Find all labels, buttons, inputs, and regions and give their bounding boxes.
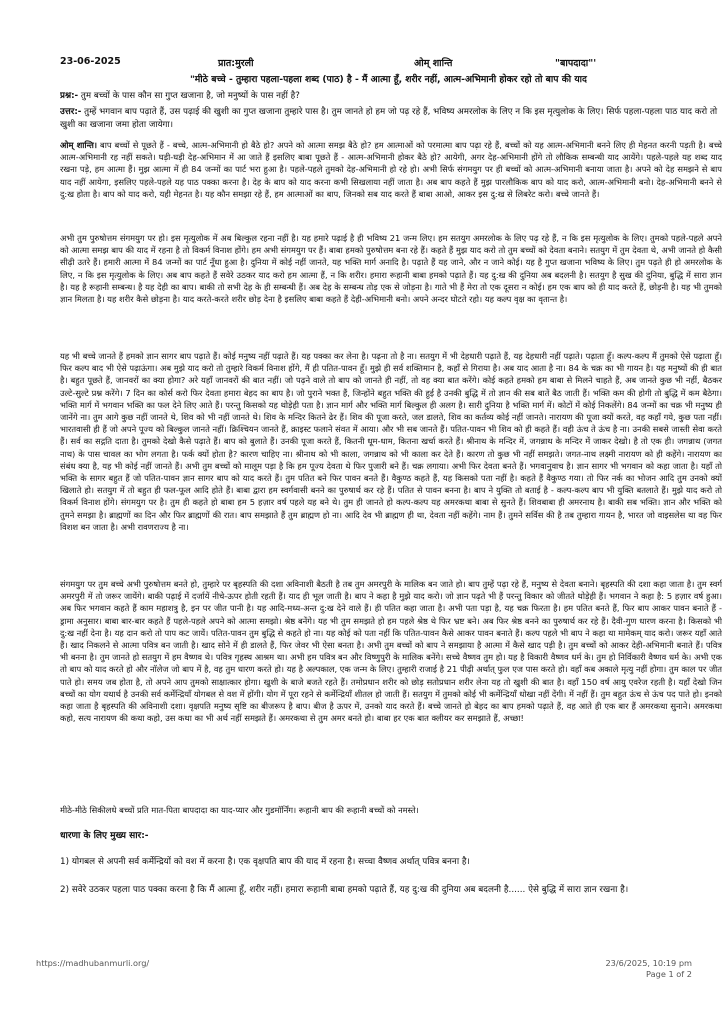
paragraph-text: यह भी बच्चे जानते हैं हमको ज्ञान सागर बाप पढ़ाते हैं। कोई मनुष्य नहीं पढ़ाते हैं। यह पक्का कर लेना है। पढ़ना तो है ना। सतयुग में भी देहधारी पढ़ाते हैं, यह देहधारी नहीं पढ़ाते। पढ़ाता हूँ। कल्प-कल्प मैं तुमको ऐसे पढ़ाता हूँ। फिर कल्प बाद भी ऐसे पढ़ाऊंगा। अब मुझे याद करो तो तुम्हारे विकर्म विनाश होंगे, मैं ही पतित-पावन हूँ। मुझे ही सर्व शक्तिमान है, कहाँ से गिराया है। अब याद आता है ना। 84 के चक्र का भी गायन है। यह मनुष्यों की ही बात है। बहुत पूछते हैं, जानवरों का क्या होगा? अरे यहाँ जानवरों की बात नहीं। जो पढ़ने वाले तो बाप को जानते ही नहीं, तो वह क्या बात करेंगे। कोई कहते हमको हम बाबा से मिलने चाहते हैं, अब जानते कुछ भी नहीं, बैठकर उल्टे-सुल्टे प्रश्न करेंगे। 7 दिन का कोर्स करो फिर देवता हमारा बेहद का बाप है। जो पुराने भक्त हैं, जिन्होंने बहुत भक्ति की हुई है उनकी बुद्धि में तो ज्ञान की सब बातें बैठ जाती हैं। भक्ति कम की होगी तो बुद्धि में कम बैठेगा। भक्ति मार्ग में भगवान भक्ति का फल देने लिए आते हैं। परन्तु किसको यह थोड़ेही पता है। ज्ञान मार्ग और भक्ति मार्ग बिल्कुल ही अलग है। सारी दुनिया है भक्ति मार्ग में। कोटों में कोई निकलेंगे। 84 जन्मों का चक्र भी मनुष्य ही जानेंगे ना। तुम आगे कुछ नहीं जानते थे, शिव को भी नहीं जानते थे। शिव के मन्दिर कितने ढेर हैं। शिव की पूजा करते, जल डालते, शिव का कर्तव्य कोई नहीं जानते। नारायण की पूजा क्यों करते, वह कहाँ गये, कुछ पता नहीं। भारतवासी ही हैं जो अपने पूज्य को बिल्कुल जानते नहीं। क्रिश्चियन जानते हैं, क्राइस्ट फलाने संवत में आया। और भी सब जानते हैं। पतित-पावन भी शिव को ही कहते हैं। वही ऊंच ते ऊंच है ना। उनकी सबसे जास्ती सेवा करते हैं। सर्व का सद्गति दाता है। तुमको देखो कैसे पढ़ाते हैं। बाप को बुलाते हैं। उनकी पूजा करते हैं, कितनी धूम-धाम, कितना खर्चा करते हैं। श्रीनाथ के मन्दिर में, जगन्नाथ के मन्दिर में जाकर देखो। है तो एक ही। जगन्नाथ (जगत नाथ) के पास चावल का भोग लगता है। फर्क क्यों होता है? कारण चाहिए ना। श्रीनाथ को भी काला, जगन्नाथ को भी काला कर देते हैं। कारण तो कुछ भी नहीं समझते। जगत-नाथ लक्ष्मी नारायण को ही कहेंगे। नारायण का संबंध क्या है, यह भी कोई नहीं जानते हैं। अभी तुम बच्चों को मालूम पड़ा है कि हम पूज्य देवता थे फिर पुजारी बने हैं। चक्र लगाया। अभी फिर देवता बनते हैं। भगवानुवाच है। ज्ञान सागर भी भगवान को कहा जाता है। यहाँ तो भक्ति के सागर बहुत हैं जो पतित-पावन ज्ञान सागर बाप को याद करते हैं। तुम पतित बने फिर पावन बनते हैं। वैकुण्ठ कहते हैं, यह किसको पता नहीं है। कहते हैं वैकुण्ठ गया। तो फिर नर्क का भोजन आदि तुम उनको क्यों खिलाते हो। सतयुग में तो बहुत ही फल-फूल आदि होते हैं। बाबा द्वारा हम स्वर्गवासी बनने का पुरुषार्थ कर रहे हैं। पतित से पावन बनना है। बाप ने युक्ति तो बताई है - कल्प-कल्प बाप भी युक्ति बतलाते हैं। मुझे याद करो तो विकर्म विनाश होंगे। संगमयुग पर है। तुम ही कहते हो बाबा हम 5 हज़ार वर्ष पहले यह बने थे। तुम ही जानते हो कल्प-कल्प यह अमरकथा बाबा से सुनते हैं। शिवबाबा ही अमरनाथ है। बाकी सब भक्ति। ज्ञान और भक्ति को तुमने समझा है। ब्राह्मणों का दिन और फिर ब्राह्मणों की रात। बाप समझाते हैं तुम ब्राह्मण हो ना। आदि देव भी ब्राह्मण ही था, देवता नहीं कहेंगे। नाम हैं। तुमने सर्विस की है तब तुम्हारा गायन है, भारत जो वाइसलेस था वह फिर विशश बन जाता है। अभी रावणराज्य है ना। (60, 351, 722, 532)
paragraph (60, 232, 722, 342)
paragraph-lead: ओम् शान्ति। (60, 140, 98, 150)
paragraph (60, 350, 722, 570)
paragraph (60, 578, 722, 798)
paragraph-text: मीठे-मीठे सिकीलधे बच्चों प्रति मात-पिता बापदादा का याद-प्यार और गुडमॉर्निंग। रूहानी बाप की रूहानी बच्चों को नमस्ते। (60, 805, 419, 815)
answer-label: उत्तर:- (60, 107, 82, 117)
footer-timestamp: 23/6/2025, 10:19 pm (605, 958, 692, 968)
answer-text: तुम्हें भगवान बाप पढ़ाते हैं, उस पढ़ाई की खुशी का गुप्त खजाना तुम्हारे पास है। तुम जानते हो हम जो पढ़ रहे हैं, भविष्य अमरलोक के लिए न कि इस मृत्युलोक के लिए। सिर्फ पहला-पहला पाठ याद करो तो खुशी का खजाना जमा होता जायेगा। (60, 107, 718, 130)
om-shanti-label: ओम् शान्ति (414, 58, 453, 69)
paragraph-text: बाप बच्चों से पूछते हैं - बच्चे, आत्म-अभिमानी हो बैठे हो? अपने को आत्मा समझ बैठे हो? हम आत्माओं को परमात्मा बाप पढ़ा रहे हैं, बच्चों को यह आत्म-अभिमानी बनने लिए ही मेहनत करनी पड़ती है। बच्चे आत्म-अभिमानी रह नहीं सकते। घड़ी-घड़ी देह-अभिमान में आ जाते हैं इसलिए बाबा पूछते हैं - आत्म-अभिमानी होकर बैठे हो? आयेगी, अगर देह-अभिमानी होंगे तो लौकिक सम्बन्धी याद आयेंगे। पहले-पहले यह शब्द याद रखना पड़े, हम आत्मा हैं। मुझ आत्मा में ही 84 जन्मों का पार्ट भरा हुआ है। पहले-पहले तुमको देह-अभिमानी हो रहे हो। अभी सिर्फ संगमयुग पर ही बच्चों को आत्म-अभिमानी बनाया जाता है। अपने को देह समझने से बाप याद नहीं आयेगा, इसलिए पहले-पहले यह पाठ पक्का करना है। देह के बाप को याद करना कभी सिखलाया नहीं जाता है। अब बाप कहते हैं मुझ पारलौकिक बाप को याद करो, आत्म-अभिमानी बनो। देह-अभिमानी बनने से दु:ख होता है। बाप को याद करो, यही मेहनत है। यह कौन समझा रहे हैं, हम आत्माओं का बाप, जिनको सब याद करते हैं बाबा आओ, आकर इस दु:ख से लिबरेट करो। बच्चे जानते हैं। (60, 140, 722, 199)
dharna-title: धारणा के लिए मुख्य सार:- (60, 831, 149, 841)
murli-date: 23-06-2025 (60, 56, 121, 67)
question-label: प्रश्न:- (60, 91, 79, 101)
footer-url[interactable]: https://madhubanmurli.org/ (36, 958, 150, 968)
session-label: प्रात:मुरली (218, 58, 254, 69)
question-text: तुम बच्चों के पास कौन सा गुप्त खजाना है, जो मनुष्यों के पास नहीं है? (78, 91, 300, 101)
paragraph-text: अभी तुम पुरुषोत्तम संगमयुग पर हो। इस मृत्युलोक में अब बिल्कुल रहना नहीं है। यह हमारे पढ़ाई है ही भविष्य 21 जन्म लिए। हम सतयुग अमरलोक के लिए पढ़ रहे हैं, न कि इस मृत्युलोक के लिए। तुमको पहले-पहले अपने को आत्मा समझ बाप की याद में रहना है तो विकर्म विनाश होंगे। हम अभी संगमयुग पर हैं। बाबा हमको पुरुषोत्तम बना रहे हैं। कहते हैं मुझ याद करो तो तुम बच्चों को देवता बनाने। सतयुग में तुम देवता थे, अभी जानते हो कैसी सीढ़ी उतरे हैं। हमारी आत्मा में 84 जन्मों का पार्ट नूँधा हुआ है। दुनिया में कोई नहीं जानते, यह भक्ति मार्ग अनादि है। पढ़ाते हैं यह जाने, और न जाने कोई। यह है गुप्त खजाना भविष्य के लिए। तुम पढ़ते ही हो अमरलोक के लिए, न कि इस मृत्युलोक के लिए। अब बाप कहते हैं सवेरे उठकर याद करो हम आत्मा हैं, न कि शरीर। हमारा रूहानी बाबा हमको पढ़ाते हैं। यह दु:ख की दुनिया अब बदलनी है। सतयुग है सुख की दुनिया, बुद्धि में सारा ज्ञान है। यह है रूहानी सम्बन्ध। है यह देही का बाप। बाकी तो सभी देह के ही सम्बन्धी हैं। अब देह के सम्बन्ध तोड़ एक से जोड़ना है। गाते भी हैं मेरा तो एक दूसरा न कोई। हम एक बाप को ही याद करते हैं, छोड़नी है। यह भी तुमको ज्ञान मिलता है। यह शरीर कैसे छोड़ना है। याद करते-करते शरीर छोड़ देना है इसलिए बाबा कहते हैं देही-अभिमानी बनो। अपने अन्दर घोटते रहो। यह कल्प वृक्ष का वृतान्त है। (60, 233, 722, 305)
dharna-point: 1) योगबल से अपनी सर्व कर्मेन्द्रियों को वश में करना है। एक वृक्षपति बाप की याद में रहना है। सच्चा वैष्णव अर्थात् पवित्र बनना है। (60, 857, 470, 867)
speaker-label: "बापदादा"' (555, 58, 597, 69)
murli-title: "मीठे बच्चे - तुम्हारा पहला-पहला शब्द (पाठ) है - मैं आत्मा हूँ, शरीर नहीं, आत्म-अभिमानी होकर रहो तो बाप की याद (190, 74, 587, 85)
page-number: Page 1 of 2 (646, 969, 692, 979)
dharna-point: 2) सवेरे उठकर पहला पाठ पक्का करना है कि मैं आत्मा हूँ, शरीर नहीं। हमारा रूहानी बाबा हमको पढ़ाते हैं, यह दु:ख की दुनिया अब बदलनी है...... ऐसे बुद्धि में सारा ज्ञान रखना है। (60, 885, 629, 895)
paragraph (60, 804, 722, 817)
question (60, 90, 720, 103)
answer (60, 106, 720, 132)
paragraph (60, 139, 722, 224)
paragraph-text: संगमयुग पर तुम बच्चे अभी पुरुषोत्तम बनते हो, तुम्हारे पर बृहस्पति की दशा अविनाशी बैठती है तब तुम अमरपुरी के मालिक बन जाते हो। बाप तुम्हें पढ़ा रहे हैं, मनुष्य से देवता बनाने। बृहस्पति की दशा कहा जाता है। तुम स्वर्ग अमरपुरी में तो जरूर जायेंगे। बाकी पढ़ाई में दर्जायें नीचे-ऊपर होती रहती हैं। याद ही भूल जाती है। बाप ने कहा है मुझे याद करो। जो ज्ञान पढ़ते भी हैं परन्तु विकार को जीतते थोड़ेही हैं। भगवान ने कहा है: 5 हज़ार वर्ष हुआ। अब फिर भगवान कहते हैं काम महाशत्रु है, इन पर जीत पानी है। यह आदि-मध्य-अन्त दु:ख देने वाले हैं। ही पतित कहा जाता है। अभी पता पड़ा है, यह चक्र फिरता है। हम पतित बनते हैं, फिर बाप आकर पावन बनाते हैं - ड्रामा अनुसार। बाबा बार-बार कहते हैं पहले-पहले अपने को आत्मा समझो। श्रेष्ठ बनेंगे। यह भी तुम समझते हो हम पहले श्रेष्ठ थे फिर भ्रष्ट बने। अब फिर श्रेष्ठ बनने का पुरुषार्थ कर रहे हैं। दैवी-गुण धारण करना है। किसको भी दु:ख नहीं देना है। यह दान करो तो पाप कट जायें। पतित-पावन तुम बुद्धि से कहते हो ना। यह कोई को पता नहीं कि पतित-पावन कैसे आकर पावन बनाते हैं। कल्प पहले भी बाप ने कहा था मामेकम् याद करो। जरूर यहाँ आते हैं। खाद निकलने से आत्मा पवित्र बन जाती है। खाद सोने में ही डालते हैं, फिर जेवर भी ऐसा बनता है। अभी तुम बच्चों को बाप ने समझाया है आत्मा में कैसे खाद पड़ी है। तुम बच्चों को आकर देही-अभिमानी बनाते हैं। पवित्र भी बनना है। तुम जानते हो सतयुग में हम वैष्णव थे। पवित्र गृहस्थ आश्रम था। अभी हम पवित्र बन और विष्णुपुरी के मालिक बनेंगे। सच्चे वैष्णव तुम हो। यह है विकारी वैष्णव धर्म के। तुम हो निर्विकारी वैष्णव धर्म के। अभी एक तो बाप को याद करते हो और नॉलेज जो बाप में है, वह तुम धारण करते हो। यह है अल्पकाल, एक जन्म के लिए। तुम्हारी राजाई है 21 पीढ़ी अर्थात् फुल एज पास करते हो। वहाँ कब अकाले मृत्यु नहीं होगा। तुम काल पर जीत पाते हो। समय जब होता है, तो अपने आप तुमको साक्षात्कार होगा। खुशी के बाजे बजते रहते हैं। तमोप्रधान शरीर को छोड़ सतोप्रधान शरीर लेना यह तो खुशी की बात है। वहाँ 150 वर्ष आयु एवरेज रहती है। यहाँ देखो जिन बच्चों का योग यथार्थ है उनकी सर्व कर्मेन्द्रियाँ योगबल से वश में होंगी। योग में पूरा रहने से कर्मेन्द्रियाँ शीतल हो जाती हैं। सतयुग में तुमको कोई भी कर्मेन्द्रियाँ धोखा नहीं देंगी। में नहीं हैं। तुम बहुत ऊंच से ऊंच पद पाते हो। इनको कहा जाता है बृहस्पति की अविनाशी दशा। वृक्षपति मनुष्य सृष्टि का बीजरूप है बाप। बीज है ऊपर में, उनको याद करते हैं। बच्चे जानते हो बेहद का बाप हमको पढ़ाते हैं, वह आते ही एक बार हैं अमरकथा सुनाने। अमरकथा कहो, सत्य नारायण की कथा कहो, उस कथा का भी अर्थ नहीं समझते हैं। अमरकथा से तुम अमर बनते हो। बाबा हर एक बात क्लीयर कर समझाते हैं, अच्छा! (60, 579, 722, 724)
